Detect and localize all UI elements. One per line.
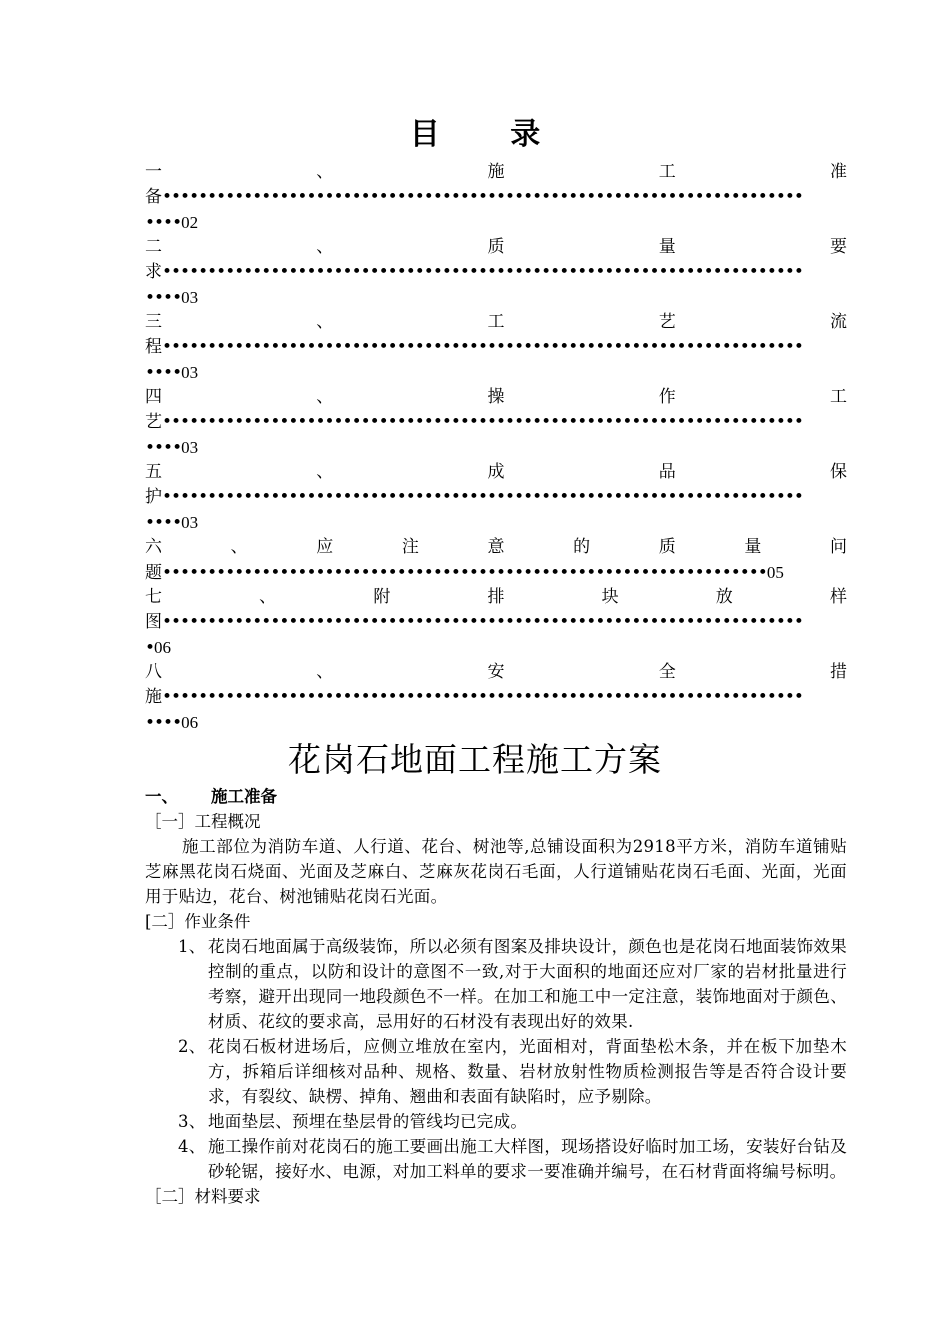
toc-title-char: 求: [145, 262, 162, 282]
toc-entry: [145, 310, 847, 385]
toc-title-char: 二: [145, 237, 162, 257]
dot-leader: •••••••••••••••••••••••••••••••••••••••••••••••••••••••••••••••••••••••: [162, 262, 803, 282]
conditions-list: [145, 934, 847, 1184]
subsection-heading-overview: ［一］工程概况: [145, 812, 261, 831]
toc-title-char: 工: [658, 162, 676, 182]
toc-title-char: 要: [830, 237, 847, 257]
toc-entry-leader-row: [145, 185, 847, 210]
dot-leader: ••••: [145, 713, 182, 733]
toc-page-number: 02: [181, 213, 199, 232]
toc-entry-leader-row: [145, 335, 847, 360]
toc-entry-title-row: [145, 160, 847, 185]
toc-title-char: 八: [145, 662, 162, 682]
toc-entry-title-row: [145, 660, 847, 685]
toc-entry: [145, 235, 847, 310]
toc-entry-page-row: [145, 435, 847, 460]
toc-title-char: 应: [316, 537, 334, 557]
dot-leader: ••••: [145, 288, 182, 308]
toc-title-char: 成: [487, 462, 505, 482]
toc-title-char: 的: [573, 537, 591, 557]
section-title: 施工准备: [211, 787, 277, 806]
toc-page-number: 03: [181, 288, 199, 307]
toc-title-char: 六: [145, 537, 162, 557]
toc-title: 目 录: [409, 117, 571, 152]
toc-title-char: 品: [658, 462, 676, 482]
dot-leader: ••••: [145, 438, 182, 458]
toc-entry-leader-row: [145, 410, 847, 435]
toc-title-char: 、: [316, 312, 334, 332]
toc-page-number: 03: [181, 363, 199, 382]
toc-entry-title-row: [145, 535, 847, 560]
toc-title-char: 、: [259, 587, 277, 607]
toc-page-number: 03: [181, 513, 199, 532]
dot-leader: •••••••••••••••••••••••••••••••••••••••••••••••••••••••••••••••••••••••: [162, 337, 803, 357]
toc-entry-title-row: [145, 385, 847, 410]
dot-leader: ••••: [145, 213, 182, 233]
toc-title-char: 量: [658, 237, 676, 257]
toc-entry-leader-row: [145, 260, 847, 285]
toc-entry: [145, 535, 847, 585]
toc-title-char: 质: [487, 237, 505, 257]
toc-title-char: 护: [145, 487, 162, 507]
document-title: 花岗石地面工程施工方案: [288, 740, 662, 779]
list-item-number: 1、: [178, 937, 206, 956]
toc-entry-page-row: [145, 210, 847, 235]
toc-entry: [145, 585, 847, 660]
toc-title-char: 准: [830, 162, 847, 182]
toc-page-number: 03: [181, 438, 199, 457]
toc-title-char: 七: [145, 587, 162, 607]
toc-title-char: 五: [145, 462, 162, 482]
toc-entry-title-row: [145, 460, 847, 485]
toc-title-char: 图: [145, 612, 162, 632]
toc-title-char: 保: [830, 462, 847, 482]
toc-title-char: 备: [145, 187, 162, 207]
section-heading: [145, 784, 847, 809]
toc-title-char: 工: [487, 312, 505, 332]
toc-title-char: 排: [487, 587, 505, 607]
list-item: [145, 1109, 847, 1134]
dot-leader: •••••••••••••••••••••••••••••••••••••••••••••••••••••••••••••••••••••••: [162, 187, 803, 207]
list-item-text: 地面垫层、预埋在垫层骨的管线均已完成。: [208, 1112, 528, 1131]
dot-leader: ••••: [145, 513, 182, 533]
toc-title-char: 注: [401, 537, 419, 557]
dot-leader: •••••••••••••••••••••••••••••••••••••••••••••••••••••••••••••••••••••••: [162, 687, 803, 707]
toc-entry-title-row: [145, 235, 847, 260]
toc-title-char: 措: [830, 662, 847, 682]
toc-title-char: 、: [316, 162, 334, 182]
toc-title-char: 程: [145, 337, 162, 357]
toc-title-char: 、: [316, 387, 334, 407]
list-item-number: 3、: [178, 1112, 206, 1131]
section-number: 一、: [145, 787, 178, 806]
list-item-text: 花岗石板材进场后，应侧立堆放在室内，光面相对，背面垫松木条，并在板下加垫木方，拆箱后详细核对品种、规格、数量、岩材放射性物质检测报告等是否符合设计要求，有裂纹、缺楞、掉角、翘曲和表面有缺陷时，应予剔除。: [208, 1037, 847, 1106]
toc-entry: [145, 660, 847, 735]
toc-title-char: 全: [658, 662, 676, 682]
toc-title-char: 意: [487, 537, 505, 557]
document-body: [145, 784, 847, 1209]
dot-leader: ••••: [145, 363, 182, 383]
toc-title-char: 施: [487, 162, 505, 182]
toc-title-char: 、: [316, 237, 334, 257]
toc-title-char: 艺: [145, 412, 162, 432]
list-item: [145, 934, 847, 1034]
list-item-text: 花岗石地面属于高级装饰，所以必须有图案及排块设计，颜色也是花岗石地面装饰效果控制的重点，以防和设计的意图不一致,对于大面积的地面还应对厂家的岩材批量进行考察，避开出现同一地段颜色不一样。在加工和施工中一定注意，装饰地面对于颜色、材质、花纹的要求高，忌用好的石材没有表现出好的效果.: [208, 937, 847, 1031]
toc-page-number: 06: [154, 638, 172, 657]
toc-title-char: 一: [145, 162, 162, 182]
list-item: [145, 1034, 847, 1109]
toc-page-number: 05: [766, 563, 784, 582]
dot-leader: •••••••••••••••••••••••••••••••••••••••••••••••••••••••••••••••••••: [162, 563, 767, 583]
toc-title-char: 四: [145, 387, 162, 407]
toc-entry: [145, 160, 847, 235]
list-item: [145, 1134, 847, 1184]
toc-entry-leader-row: [145, 610, 847, 635]
toc-entry-page-row: [145, 360, 847, 385]
subsection-heading-materials: ［二］材料要求: [145, 1187, 261, 1206]
dot-leader: •: [145, 638, 155, 658]
toc-entry-title-row: [145, 585, 847, 610]
subsection-heading-conditions: [二］作业条件: [145, 912, 251, 931]
toc-entry-page-row: [145, 285, 847, 310]
toc-entry-page-row: [145, 510, 847, 535]
list-item-text: 施工操作前对花岗石的施工要画出施工大样图，现场搭设好临时加工场，安装好台钻及砂轮锯，接好水、电源，对加工料单的要求一要准确并编号，在石材背面将编号标明。: [208, 1137, 847, 1181]
toc-entry-leader-row: [145, 560, 847, 585]
dot-leader: •••••••••••••••••••••••••••••••••••••••••••••••••••••••••••••••••••••••: [162, 487, 803, 507]
toc-title-char: 作: [658, 387, 676, 407]
toc-title-char: 附: [373, 587, 391, 607]
toc-title-char: 流: [830, 312, 847, 332]
toc-page-number: 06: [181, 713, 199, 732]
toc-title-char: 工: [830, 387, 847, 407]
overview-paragraph: 施工部位为消防车道、人行道、花台、树池等,总铺设面积为2918平方米，消防车道铺贴芝麻黑花岗石烧面、光面及芝麻白、芝麻灰花岗石毛面，人行道铺贴花岗石毛面、光面，光面用于贴边，花台、树池铺贴花岗石光面。: [145, 837, 847, 906]
toc-title-char: 施: [145, 687, 162, 707]
toc-entry: [145, 385, 847, 460]
toc-entry-page-row: [145, 710, 847, 735]
list-item-number: 4、: [178, 1137, 206, 1156]
toc-entry-title-row: [145, 310, 847, 335]
toc-title-char: 量: [744, 537, 762, 557]
list-item-number: 2、: [178, 1037, 206, 1056]
toc-title-char: 块: [601, 587, 619, 607]
toc-title-char: 操: [487, 387, 505, 407]
toc-title-char: 样: [829, 587, 847, 607]
toc-title-char: 三: [145, 312, 162, 332]
toc-title-char: 艺: [658, 312, 676, 332]
toc-entry-leader-row: [145, 485, 847, 510]
toc-entry-leader-row: [145, 685, 847, 710]
toc-title-char: 、: [230, 537, 248, 557]
dot-leader: •••••••••••••••••••••••••••••••••••••••••••••••••••••••••••••••••••••••: [162, 412, 803, 432]
toc-entry-page-row: [145, 635, 847, 660]
toc-entry: [145, 460, 847, 535]
table-of-contents: [145, 160, 847, 735]
toc-title-char: 质: [658, 537, 676, 557]
dot-leader: •••••••••••••••••••••••••••••••••••••••••••••••••••••••••••••••••••••••: [162, 612, 803, 632]
toc-title-char: 、: [316, 462, 334, 482]
toc-title-char: 、: [316, 662, 334, 682]
toc-title-char: 放: [715, 587, 733, 607]
toc-title-char: 安: [487, 662, 505, 682]
toc-title-char: 问: [830, 537, 847, 557]
toc-title-char: 题: [145, 563, 162, 583]
